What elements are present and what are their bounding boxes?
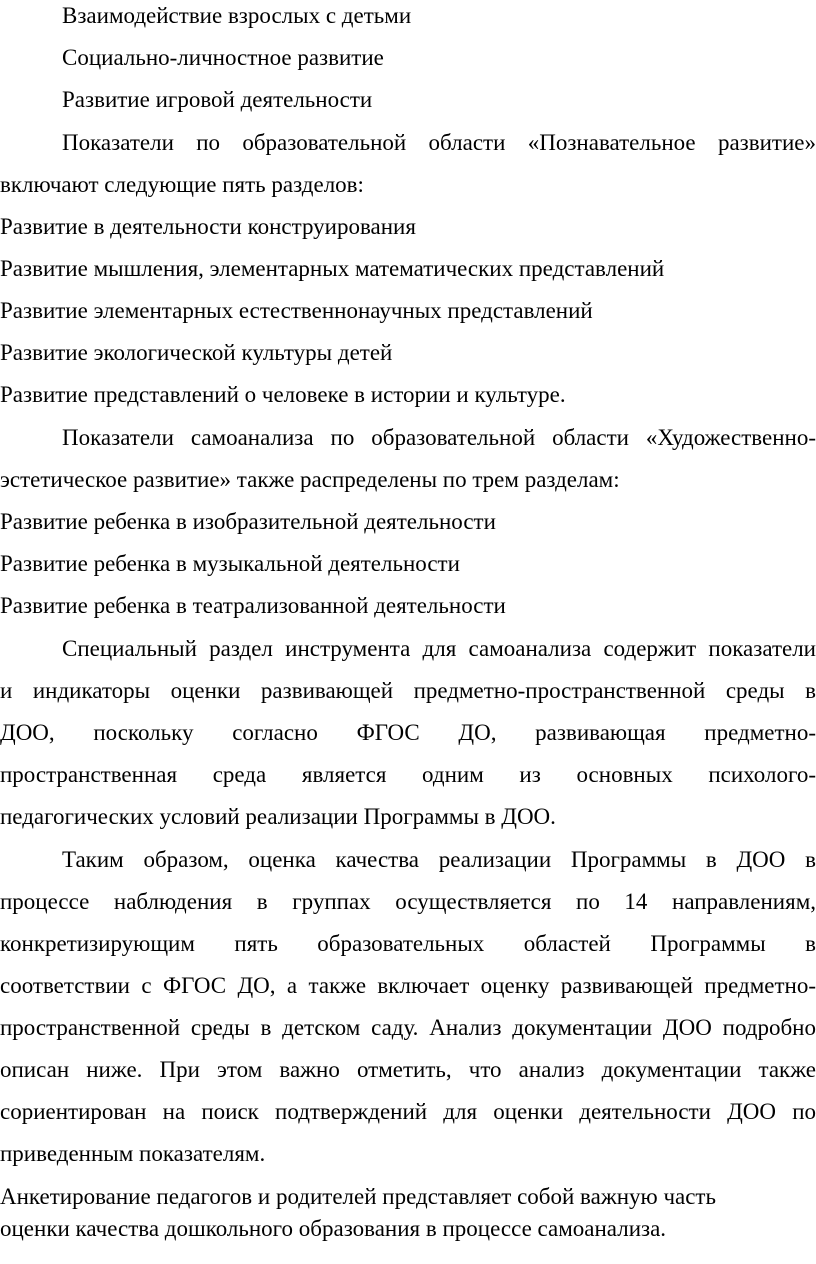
list-item: Развитие ребенка в музыкальной деятельности bbox=[0, 551, 460, 576]
paragraph-line: пространственная среда является одним из основных психолого- bbox=[0, 762, 816, 787]
paragraph-line: описан ниже. При этом важно отметить, что анализ документации также bbox=[0, 1057, 816, 1082]
paragraph-line: оценки качества дошкольного образования в процессе самоанализа. bbox=[0, 1216, 667, 1241]
paragraph-line: педагогических условий реализации Программы в ДОО. bbox=[0, 804, 556, 829]
paragraph-line: Анкетирование педагогов и родителей представляет собой важную часть bbox=[0, 1184, 716, 1209]
list-item: Развитие экологической культуры детей bbox=[0, 340, 393, 365]
paragraph-line: Показатели самоанализа по образовательной области «Художественно- bbox=[62, 425, 816, 450]
paragraph-line: процессе наблюдения в группах осуществляется по 14 направлениям, bbox=[0, 889, 816, 914]
paragraph-line: Специальный раздел инструмента для самоанализа содержит показатели bbox=[62, 636, 816, 661]
paragraph-line: соответствии с ФГОС ДО, а также включает оценку развивающей предметно- bbox=[0, 973, 816, 998]
list-item: Развитие мышления, элементарных математических представлений bbox=[0, 256, 665, 281]
paragraph-line: ДОО, поскольку согласно ФГОС ДО, развивающая предметно- bbox=[0, 720, 816, 745]
paragraph-line: конкретизирующим пять образовательных областей Программы в bbox=[0, 931, 816, 956]
list-item: Взаимодействие взрослых с детьми bbox=[62, 3, 412, 28]
paragraph-line: и индикаторы оценки развивающей предметно-пространственной среды в bbox=[0, 678, 816, 703]
paragraph-line: Таким образом, оценка качества реализации Программы в ДОО в bbox=[62, 847, 816, 872]
list-item: Развитие элементарных естественнонаучных представлений bbox=[0, 298, 593, 323]
list-item: Развитие ребенка в театрализованной деятельности bbox=[0, 593, 506, 618]
list-item: Развитие игровой деятельности bbox=[62, 87, 373, 112]
list-item: Социально-личностное развитие bbox=[62, 45, 384, 70]
paragraph-line: включают следующие пять разделов: bbox=[0, 172, 364, 197]
paragraph-line: сориентирован на поиск подтверждений для оценки деятельности ДОО по bbox=[0, 1099, 816, 1124]
list-item: Развитие ребенка в изобразительной деятельности bbox=[0, 509, 496, 534]
paragraph-line: пространственной среды в детском саду. Анализ документации ДОО подробно bbox=[0, 1015, 816, 1040]
list-item: Развитие представлений о человеке в истории и культуре. bbox=[0, 382, 566, 407]
paragraph-line: Показатели по образовательной области «Познавательное развитие» bbox=[62, 130, 816, 155]
paragraph-line: приведенным показателям. bbox=[0, 1141, 266, 1166]
paragraph-line: эстетическое развитие» также распределены по трем разделам: bbox=[0, 467, 620, 492]
list-item: Развитие в деятельности конструирования bbox=[0, 214, 416, 239]
